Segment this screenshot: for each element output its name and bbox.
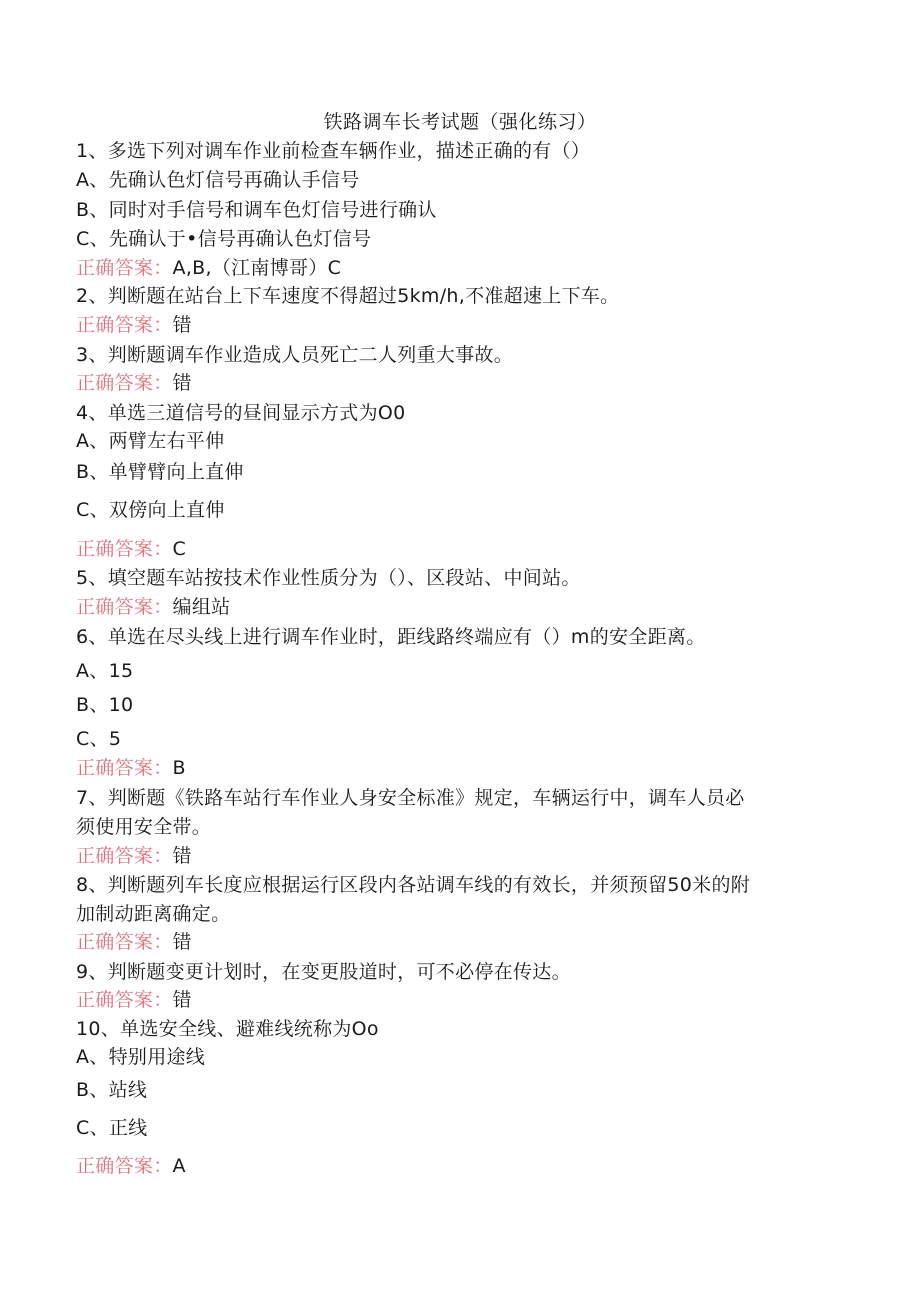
question-text: 5、填空题车站按技术作业性质分为（）、区段站、中间站。: [76, 567, 581, 589]
answer-line: [76, 370, 192, 396]
answer-value: 错: [172, 989, 192, 1011]
question-text-continued: 须使用安全带。: [76, 816, 212, 838]
option-text: A、15: [76, 660, 134, 682]
answer-value: 错: [172, 931, 192, 953]
question-text: 8、判断题列车长度应根据运行区段内各站调车线的有效长，并须预留50米的附: [76, 874, 751, 896]
option-text: C、正线: [76, 1117, 148, 1139]
answer-line: [76, 987, 192, 1013]
answer-line: [76, 929, 192, 955]
answer-label: 正确答案：: [76, 989, 173, 1011]
answer-value: B: [172, 757, 186, 779]
answer-line: [76, 536, 186, 562]
option-text: A、两臂左右平伸: [76, 430, 225, 452]
page-title: 铁路调车长考试题（强化练习）: [323, 111, 597, 133]
answer-label: 正确答案：: [76, 257, 173, 279]
question-text: 7、判断题《铁路车站行车作业人身安全标准》规定，车辆运行中，调车人员必: [76, 787, 745, 809]
answer-label: 正确答案：: [76, 372, 173, 394]
option-text: B、10: [76, 694, 134, 716]
answer-label: 正确答案：: [76, 538, 173, 560]
question-text: 10、单选安全线、避难线统称为Oo: [76, 1018, 379, 1040]
option-text: C、先确认于•信号再确认色灯信号: [76, 228, 372, 250]
question-text: 2、判断题在站台上下车速度不得超过5km/h,不准超速上下车。: [76, 285, 620, 307]
answer-label: 正确答案：: [76, 931, 173, 953]
answer-value: A,B,（江南博哥）C: [172, 257, 342, 279]
answer-value: 错: [172, 314, 192, 336]
question-text: 6、单选在尽头线上进行调车作业时，距线路终端应有（）m的安全距离。: [76, 626, 706, 648]
answer-label: 正确答案：: [76, 845, 173, 867]
option-text: B、单臂臂向上直伸: [76, 461, 244, 483]
question-text: 4、单选三道信号的昼间显示方式为O0: [76, 402, 406, 424]
answer-label: 正确答案：: [76, 757, 173, 779]
question-text: 3、判断题调车作业造成人员死亡二人列重大事故。: [76, 344, 513, 366]
answer-value: C: [172, 538, 187, 560]
answer-line: [76, 255, 341, 281]
answer-line: [76, 594, 230, 620]
answer-value: 错: [172, 372, 192, 394]
question-text-continued: 加制动距离确定。: [76, 903, 231, 925]
option-text: B、同时对手信号和调车色灯信号进行确认: [76, 199, 437, 221]
answer-label: 正确答案：: [76, 1155, 173, 1177]
answer-value: 错: [172, 845, 192, 867]
answer-label: 正确答案：: [76, 314, 173, 336]
option-text: B、站线: [76, 1079, 148, 1101]
answer-line: [76, 755, 186, 781]
answer-line: [76, 843, 192, 869]
answer-line: [76, 312, 192, 338]
answer-value: A: [172, 1155, 186, 1177]
option-text: C、双傍向上直伸: [76, 499, 225, 521]
answer-value: 编组站: [172, 596, 231, 618]
option-text: A、特别用途线: [76, 1046, 206, 1068]
option-text: C、5: [76, 728, 122, 750]
option-text: A、先确认色灯信号再确认手信号: [76, 169, 360, 191]
answer-label: 正确答案：: [76, 596, 173, 618]
question-text: 1、多选下列对调车作业前检查车辆作业，描述正确的有（）: [76, 140, 591, 162]
answer-line: [76, 1153, 186, 1179]
question-text: 9、判断题变更计划时，在变更股道时，可不必停在传达。: [76, 961, 571, 983]
